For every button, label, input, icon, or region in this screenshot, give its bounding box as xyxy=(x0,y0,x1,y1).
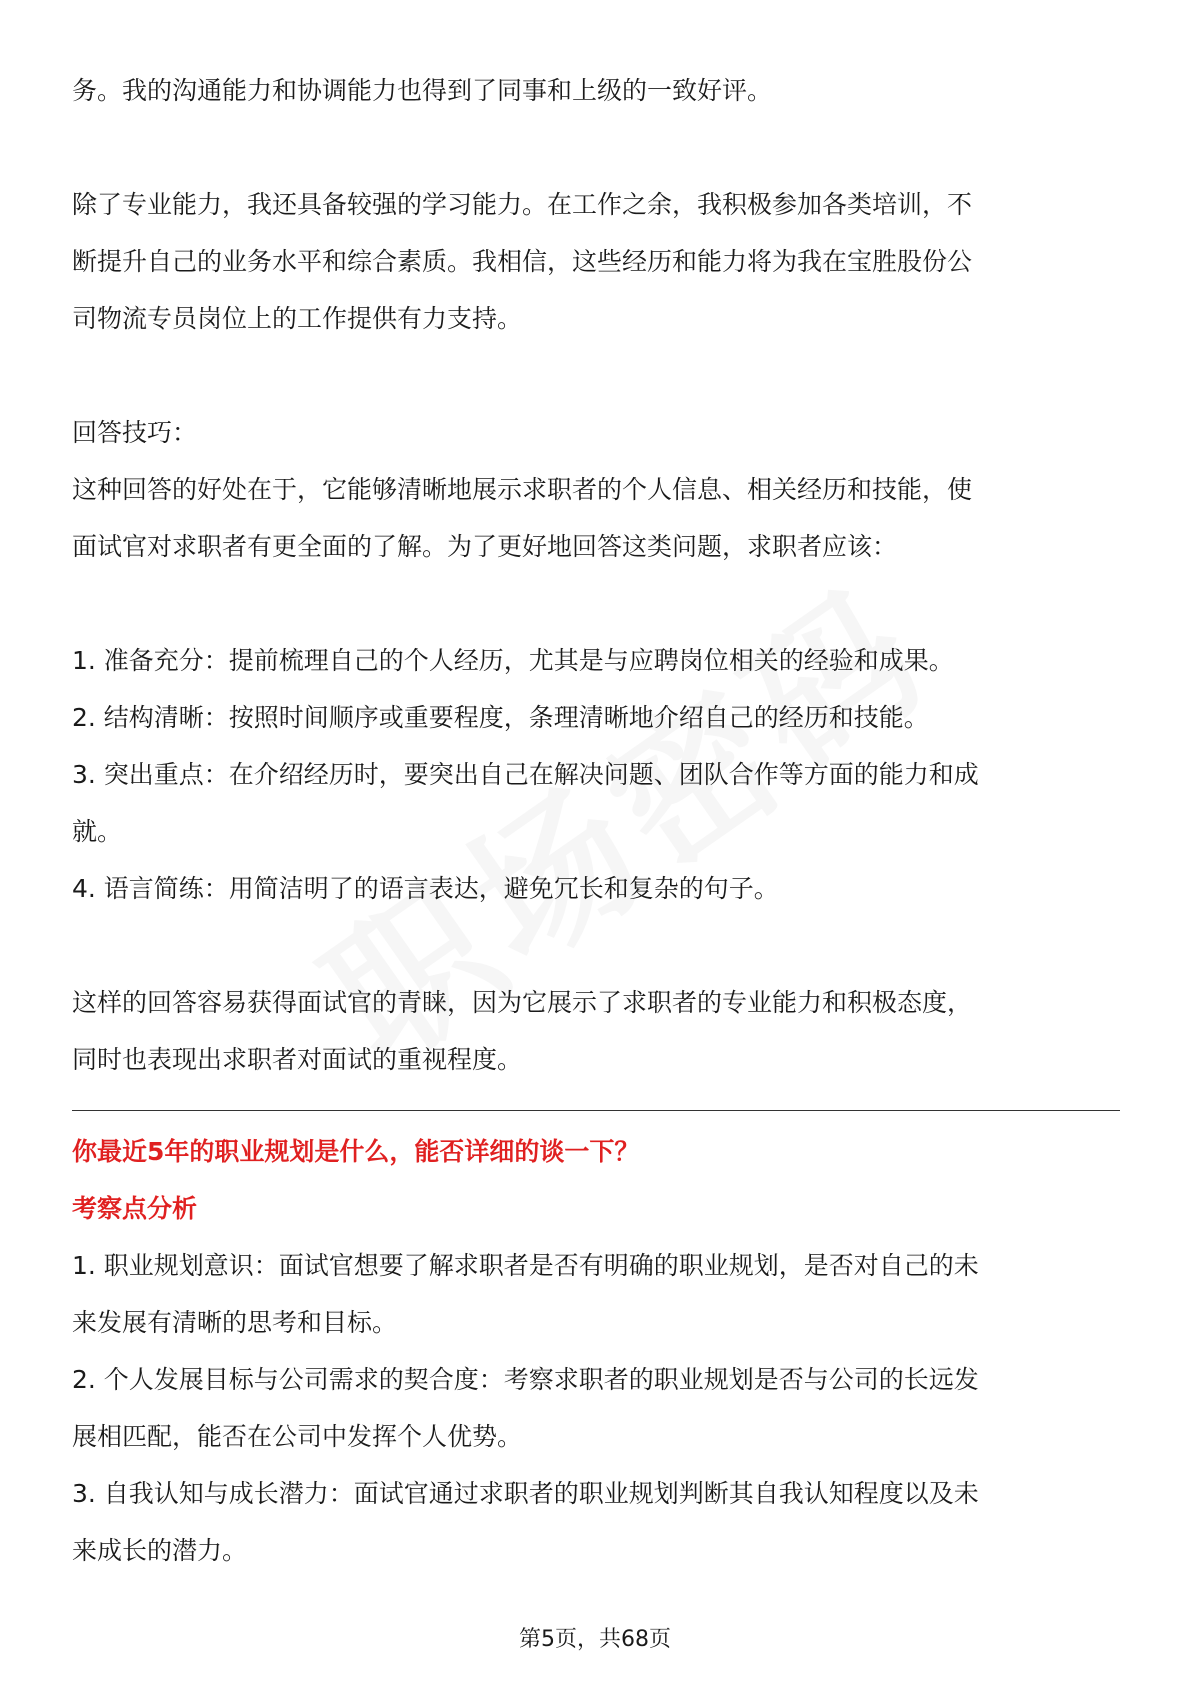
list-item: 3. 突出重点：在介绍经历时，要突出自己在解决问题、团队合作等方面的能力和成 xyxy=(72,760,979,789)
list-item: 4. 语言简练：用简洁明了的语言表达，避免冗长和复杂的句子。 xyxy=(72,874,779,903)
spacer xyxy=(72,119,1120,176)
page-number: 第5页，共68页 xyxy=(519,1627,671,1652)
spacer xyxy=(72,917,1120,974)
text-line: 同时也表现出求职者对面试的重视程度。 xyxy=(72,1045,523,1074)
question-title: 你最近5年的职业规划是什么，能否详细的谈一下？ xyxy=(72,1137,640,1166)
list-item: 1. 准备充分：提前梳理自己的个人经历，尤其是与应聘岗位相关的经验和成果。 xyxy=(72,646,954,675)
section-divider xyxy=(72,1110,1120,1111)
text-line: 务。我的沟通能力和协调能力也得到了同事和上级的一致好评。 xyxy=(72,76,773,105)
list-item: 3. 自我认知与成长潜力：面试官通过求职者的职业规划判断其自我认知程度以及未 xyxy=(72,1479,979,1508)
spacer xyxy=(72,347,1120,404)
list-item-continuation: 来成长的潜力。 xyxy=(72,1536,248,1565)
list-item-continuation: 来发展有清晰的思考和目标。 xyxy=(72,1308,398,1337)
text-line: 司物流专员岗位上的工作提供有力支持。 xyxy=(72,304,523,333)
list-item-continuation: 展相匹配，能否在公司中发挥个人优势。 xyxy=(72,1422,523,1451)
tips-conclusion xyxy=(72,974,1120,1088)
text-line: 面试官对求职者有更全面的了解。为了更好地回答这类问题，求职者应该： xyxy=(72,532,898,561)
learning-paragraph xyxy=(72,176,1120,347)
list-item: 2. 结构清晰：按照时间顺序或重要程度，条理清晰地介绍自己的经历和技能。 xyxy=(72,703,929,732)
text-line: 这种回答的好处在于，它能够清晰地展示求职者的个人信息、相关经历和技能，使 xyxy=(72,475,973,504)
text-line: 断提升自己的业务水平和综合素质。我相信，这些经历和能力将为我在宝胜股份公 xyxy=(72,247,973,276)
document-body xyxy=(72,62,1120,1579)
analysis-points xyxy=(72,1237,1120,1579)
text-line: 这样的回答容易获得面试官的青睐，因为它展示了求职者的专业能力和积极态度， xyxy=(72,988,973,1017)
intro-tail-paragraph xyxy=(72,62,1120,119)
spacer xyxy=(72,575,1120,632)
list-item: 2. 个人发展目标与公司需求的契合度：考察求职者的职业规划是否与公司的长远发 xyxy=(72,1365,979,1394)
tips-label: 回答技巧： xyxy=(72,418,198,447)
text-line: 除了专业能力，我还具备较强的学习能力。在工作之余，我积极参加各类培训，不 xyxy=(72,190,973,219)
tips-list xyxy=(72,632,1120,917)
analysis-heading: 考察点分析 xyxy=(72,1194,198,1223)
list-item-continuation: 就。 xyxy=(72,817,123,846)
tips-section xyxy=(72,404,1120,575)
list-item: 1. 职业规划意识：面试官想要了解求职者是否有明确的职业规划，是否对自己的未 xyxy=(72,1251,979,1280)
